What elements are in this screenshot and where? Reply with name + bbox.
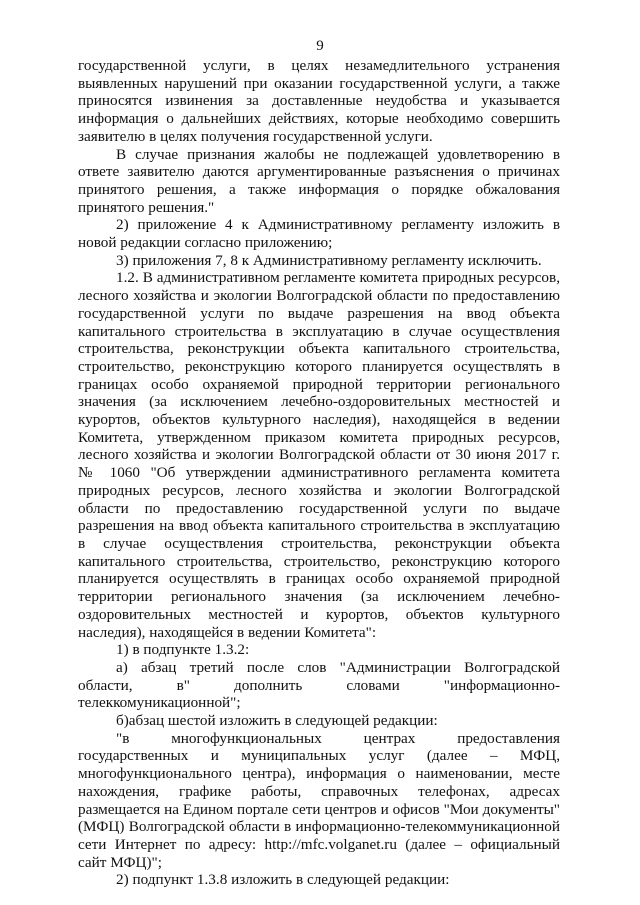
paragraph-continuation: государственной услуги, в целях незамедлительного устранения выявленных нарушений при оказании государственной услуги, а также приносятся извинения за доставленные неудобства и указывается информация о дальнейших действиях, которые необходимо совершить заявителю в целях получения государственной услуги. (78, 57, 560, 145)
paragraph-complaint-rejection: В случае признания жалобы не подлежащей удовлетворению в ответе заявителю даются аргументированные разъяснения о причинах принятого решения, а также информация о порядке обжалования принятого решения." (78, 145, 560, 216)
paragraph-mfc-quote: "в многофункциональных центрах предоставления государственных и муниципальных услуг (далее – МФЦ, многофункционального центра), информация о наименовании, месте нахождения, графике работы, справочных телефонах, адресах размещается на Едином портале сети центров и офисов "Мои документы" (МФЦ) Волгоградской области в информационно-телекоммуникационной сети Интернет по адресу: http://mfc.volganet.ru (далее – официальный сайт МФЦ)"; (78, 729, 560, 871)
paragraph-subitem-b: б)абзац шестой изложить в следующей редакции: (116, 712, 438, 730)
paragraph-subitem-1-3-8: 2) подпункт 1.3.8 изложить в следующей редакции: (116, 871, 450, 889)
paragraph-item-2-appendix-4: 2) приложение 4 к Административному регламенту изложить в новой редакции согласно приложению; (78, 216, 560, 252)
paragraph-section-1-2: 1.2. В административном регламенте комитета природных ресурсов, лесного хозяйства и экологии Волгоградской области по предоставлению государственной услуги по выдаче разрешения на ввод объекта капитального строительства в эксплуатацию в случае осуществления строительства, реконструкции объекта капитального строительства, строительство, реконструкцию которого планируется осуществлять в границах особо охраняемой природной территории регионального значения (за исключением лечебно-оздоровительных местностей и курортов, объектов культурного наследия), находящейся в ведении Комитета, утвержденном приказом комитета природных ресурсов, лесного хозяйства и экологии Волгоградской области от 30 июня 2017 г. № 1060 "Об утверждении административного регламента комитета природных ресурсов, лесного хозяйства и экологии Волгоградской области по предоставлению государственной услуги по выдаче разрешения на ввод объекта капитального строительства в эксплуатацию в случае осуществления строительства, реконструкции объекта капитального строительства, строительство, реконструкцию которого планируется осуществлять в границах особо охраняемой природной территории регионального значения (за исключением лечебно-оздоровительных местностей и курортов, объектов культурного наследия), находящейся в ведении Комитета": (78, 269, 560, 641)
paragraph-subitem-a: а) абзац третий после слов "Администрации Волгоградской области, в" дополнить словами "информационно-телеккомуникационной"; (78, 658, 560, 712)
paragraph-item-3-appendices-7-8: 3) приложения 7, 8 к Административному регламенту исключить. (116, 251, 542, 269)
page-number: 9 (316, 38, 324, 54)
document-body (78, 57, 560, 889)
paragraph-subitem-1-3-2: 1) в подпункте 1.3.2: (116, 641, 250, 659)
